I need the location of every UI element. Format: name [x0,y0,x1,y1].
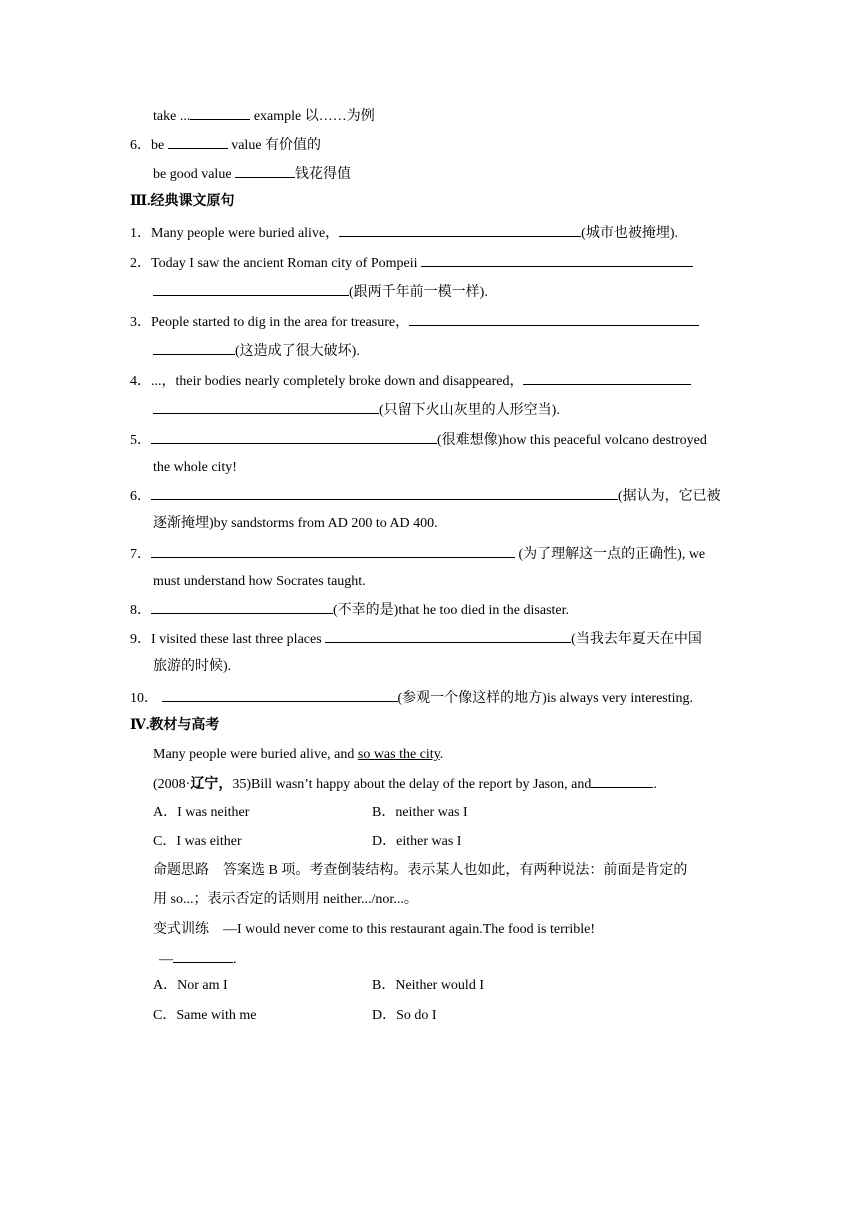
question-end: . [653,777,657,792]
sentence-5 [130,430,707,450]
option-letter: B． [372,978,396,993]
answer-blank [325,629,571,643]
option-letter: A． [153,978,178,993]
vocab-item-6 [130,135,321,155]
variant-label: 变式训练 [153,922,209,937]
reply-dash: — [159,952,173,967]
sentence-6-cont: 逐渐掩埋)by sandstorms from AD 200 to AD 400. [153,516,438,531]
sentence-hint: (跟两千年前一模一样). [349,285,488,300]
sentence-7-cont: must understand how Socrates taught. [153,574,366,589]
reply-end: . [233,952,237,967]
option-text: I was either [176,834,242,849]
sentence-hint: (不幸的是)that he too died in the disaster. [333,603,570,618]
answer-blank [153,400,379,414]
analysis [153,862,687,880]
option-text: Same with me [176,1008,257,1023]
analysis-cont: 用 so...；表示否定的话则用 neither.../nor...。 [153,892,418,907]
option-letter: A． [153,805,178,820]
vocab-good-value [153,164,351,184]
example-text: Many people were buried alive, and [153,747,358,762]
sentence-text: ...，their bodies nearly completely broke down and disappeared， [151,374,524,389]
item-number: 4． [130,374,151,389]
item-number: 9． [130,632,151,647]
example-sentence [153,746,443,764]
item-number: 10． [130,691,158,706]
option-a [153,804,249,822]
variant-text: —I would never come to this restaurant again.The food is terrible! [209,922,596,937]
answer-blank [591,774,653,788]
option-text: neither was I [395,805,468,820]
item-number: 5． [130,433,151,448]
analysis-label: 命题思路 [153,863,209,878]
sentence-hint: (这造成了很大破坏). [235,344,360,359]
sentence-2 [130,253,693,273]
item-number: 7． [130,547,151,562]
sentence-hint: (当我去年夏天在中国 [571,632,702,647]
sentence-4-cont [153,400,560,420]
sentence-hint: (很难想像)how this peaceful volcano destroyed [437,433,707,448]
answer-blank [153,341,235,355]
answer-blank [523,371,691,385]
option-d [372,833,461,851]
sentence-text: People started to dig in the area for treasure， [151,315,410,330]
take-example-suffix: example 以……为例 [250,109,375,124]
answer-blank [151,430,437,444]
sentence-hint: (参观一个像这样的地方)is always very interesting. [397,691,694,706]
sentence-8 [130,600,569,620]
sentence-3 [130,312,699,332]
sentence-3-cont [153,341,360,361]
item-number: 8． [130,603,151,618]
answer-blank [173,949,233,963]
item-number: 6． [130,489,151,504]
example-underlined: so was the city [357,747,440,762]
sentence-text: Today I saw the ancient Roman city of Pompeii [151,256,422,271]
answer-blank [162,688,398,702]
sentence-hint: (只留下火山灰里的人形空当). [379,403,560,418]
answer-blank [421,253,693,267]
answer-blank [168,135,228,149]
sentence-4 [130,371,691,391]
exam-question [153,774,657,794]
variant-option-d [372,1007,437,1025]
item-number: 3． [130,315,151,330]
question-source: (2008· [153,777,191,792]
sentence-9 [130,629,702,649]
option-letter: C． [153,834,177,849]
option-text: Nor am I [177,978,228,993]
item-number: 6． [130,138,151,153]
example-end: . [439,747,444,762]
answer-blank [151,600,333,614]
sentence-hint: (城市也被掩埋). [581,226,678,241]
variant-reply [159,949,237,969]
good-value-suffix: 钱花得值 [295,167,352,182]
item6-suffix: value 有价值的 [227,138,322,153]
option-b [372,804,468,822]
answer-blank [339,223,581,237]
analysis-text: 答案选 B 项。考查倒装结构。表示某人也如此，有两种说法：前面是肯定的 [209,863,688,878]
option-text: Neither would I [395,978,484,993]
option-text: So do I [396,1008,437,1023]
option-letter: C． [153,1008,177,1023]
sentence-1 [130,223,678,243]
sentence-2-cont [153,282,488,302]
sentence-10 [130,688,693,708]
sentence-text: I visited these last three places [151,632,326,647]
answer-blank [153,282,349,296]
good-value-prefix: be good value [153,167,236,182]
option-letter: D． [372,1008,397,1023]
option-letter: D． [372,834,397,849]
sentence-6 [130,486,721,506]
sentence-text: Many people were buried alive， [151,226,340,241]
option-letter: B． [372,805,396,820]
answer-blank [409,312,699,326]
sentence-7 [130,544,705,564]
vocab-take-example [153,106,375,126]
section-3-title: Ⅲ.经典课文原句 [130,194,235,209]
variant-option-a [153,977,228,995]
sentence-9-cont: 旅游的时候). [153,659,232,674]
question-province: 辽宁， [190,777,233,792]
item6-prefix: be [151,138,168,153]
variant-option-b [372,977,484,995]
answer-blank [235,164,295,178]
section-4-title: Ⅳ.教材与高考 [130,718,220,733]
sentence-hint: (据认为，它已被 [618,489,721,504]
question-text: 35)Bill wasn’t happy about the delay of the report by Jason, and [232,777,592,792]
answer-blank [151,486,618,500]
item-number: 2． [130,256,151,271]
option-text: either was I [396,834,462,849]
answer-blank [190,106,250,120]
variant-option-c [153,1007,256,1025]
sentence-5-cont: the whole city! [153,460,237,475]
answer-blank [151,544,515,558]
option-c [153,833,242,851]
variant-training [153,921,595,939]
take-example-prefix: take ... [153,109,191,124]
option-text: I was neither [177,805,250,820]
sentence-hint: (为了理解这一点的正确性), we [515,547,706,562]
item-number: 1． [130,226,151,241]
